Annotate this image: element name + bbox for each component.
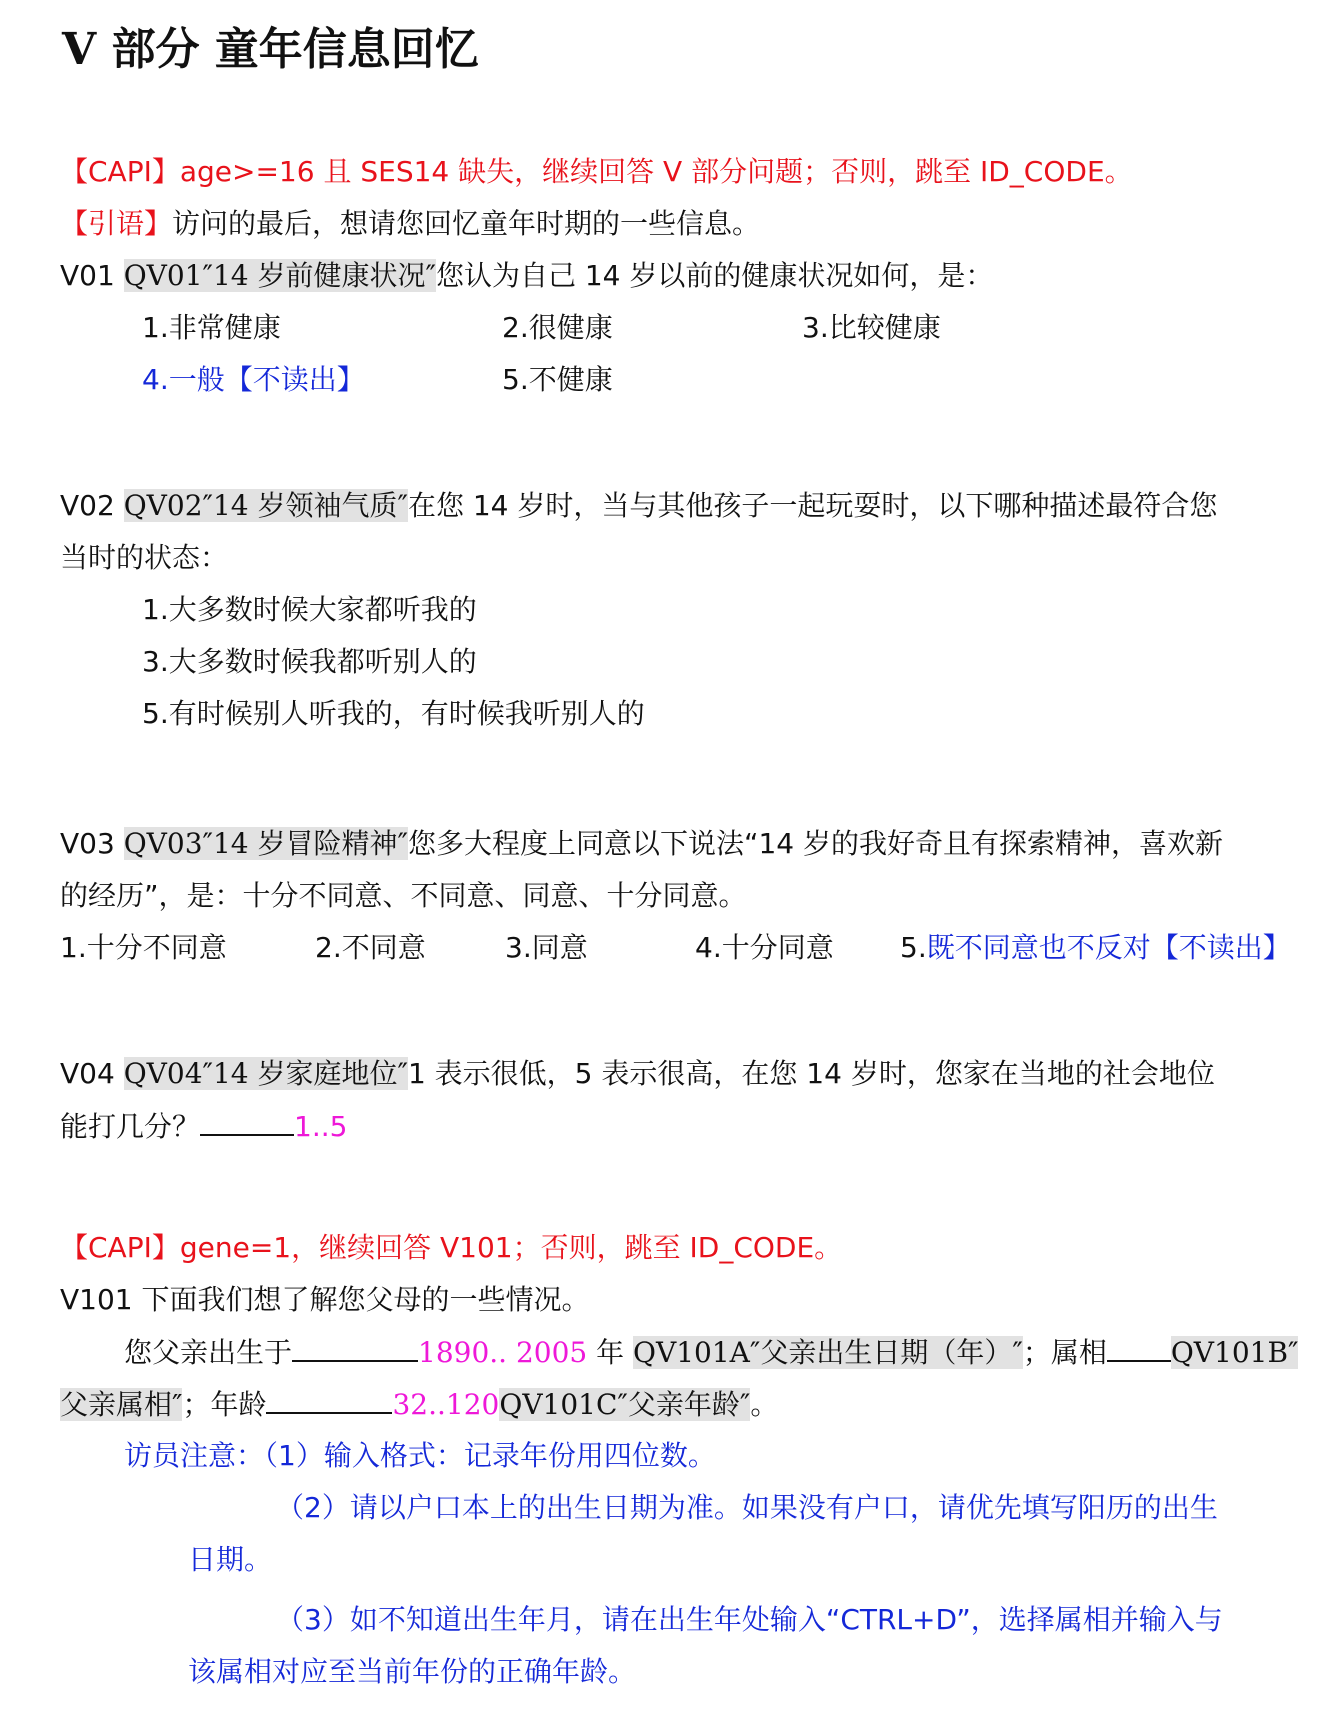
v03-question-cont: 的经历”，是：十分不同意、不同意、同意、十分同意。 bbox=[60, 879, 747, 912]
page-title: V 部分 童年信息回忆 bbox=[62, 24, 479, 75]
v01-option-1: 1.非常健康 bbox=[142, 311, 281, 344]
v101-father-birth-range: 1890.. 2005 bbox=[418, 1336, 588, 1369]
v02-option-3: 3.大多数时候我都听别人的 bbox=[142, 645, 477, 678]
v04-range: 1..5 bbox=[294, 1110, 348, 1143]
v04-text: 1 表示很低，5 表示很高，在您 14 岁时，您家在当地的社会地位 bbox=[407, 1057, 1215, 1090]
v101-father-birth-blank[interactable] bbox=[292, 1332, 418, 1362]
v03-option-4: 4.十分同意 bbox=[695, 931, 834, 964]
intro-tag: 【引语】 bbox=[60, 207, 173, 240]
v101-code-c: QV101C″父亲年龄″ bbox=[499, 1388, 751, 1421]
v03-option-5-text: 既不同意也不反对【不读出】 bbox=[926, 931, 1291, 964]
capi-instruction-1: 【CAPI】age>=16 且 SES14 缺失，继续回答 V 部分问题；否则，跳至 ID_CODE。 bbox=[60, 155, 1133, 188]
v02-id: V02 bbox=[60, 489, 115, 522]
v03-code: QV03″14 岁冒险精神″ bbox=[123, 827, 408, 860]
v01-option-3: 3.比较健康 bbox=[802, 311, 941, 344]
v03-id: V03 bbox=[60, 827, 115, 860]
v01-option-2: 2.很健康 bbox=[502, 311, 613, 344]
v101-age-blank[interactable] bbox=[266, 1384, 392, 1414]
v02-option-5: 5.有时候别人听我的，有时候我听别人的 bbox=[142, 697, 645, 730]
v02-text: 在您 14 岁时，当与其他孩子一起玩耍时，以下哪种描述最符合您 bbox=[407, 489, 1218, 522]
v01-code: QV01″14 岁前健康状况″ bbox=[123, 259, 436, 292]
v02-question-cont: 当时的状态： bbox=[60, 541, 229, 574]
interviewer-note-3: （3）如不知道出生年月，请在出生年处输入“CTRL+D”，选择属相并输入与 bbox=[276, 1603, 1223, 1636]
v101-year-label: 年 bbox=[587, 1336, 634, 1369]
v01-text: 您认为自己 14 岁以前的健康状况如何，是： bbox=[435, 259, 994, 292]
capi-instruction-2: 【CAPI】gene=1，继续回答 V101；否则，跳至 ID_CODE。 bbox=[60, 1231, 843, 1264]
v101-code-b: QV101B″ bbox=[1170, 1336, 1299, 1369]
v101-zodiac-label: ；属相 bbox=[1022, 1336, 1107, 1369]
v03-option-2: 2.不同意 bbox=[315, 931, 426, 964]
v101-code-a: QV101A″父亲出生日期（年）″ bbox=[633, 1336, 1023, 1369]
v01-option-4: 4.一般【不读出】 bbox=[142, 363, 365, 396]
v101-father-birth-line bbox=[124, 1332, 1298, 1373]
v03-option-3: 3.同意 bbox=[505, 931, 588, 964]
v101-intro: V101 下面我们想了解您父母的一些情况。 bbox=[60, 1283, 590, 1316]
intro-text: 访问的最后，想请您回忆童年时期的一些信息。 bbox=[172, 207, 761, 240]
v04-text-2: 能打几分？ bbox=[60, 1110, 201, 1143]
interviewer-note-1: 访员注意：（1）输入格式：记录年份用四位数。 bbox=[124, 1439, 716, 1472]
v04-answer-blank[interactable] bbox=[200, 1106, 294, 1136]
v101-age-label: ；年龄 bbox=[182, 1388, 267, 1421]
v01-option-5: 5.不健康 bbox=[502, 363, 613, 396]
v01-id: V01 bbox=[60, 259, 115, 292]
interviewer-note-3-cont: 该属相对应至当前年份的正确年龄。 bbox=[188, 1655, 637, 1688]
v03-option-1: 1.十分不同意 bbox=[60, 931, 227, 964]
interviewer-note-2-cont: 日期。 bbox=[188, 1543, 273, 1576]
v03-question bbox=[60, 824, 1223, 864]
v101-father-birth-label: 您父亲出生于 bbox=[124, 1336, 293, 1369]
v01-question bbox=[60, 256, 993, 296]
v02-code: QV02″14 岁领袖气质″ bbox=[123, 489, 408, 522]
v04-id: V04 bbox=[60, 1057, 115, 1090]
v03-option-5-num: 5. bbox=[900, 931, 927, 964]
interviewer-note-2: （2）请以户口本上的出生日期为准。如果没有户口，请优先填写阳历的出生 bbox=[276, 1491, 1218, 1524]
v04-question-cont bbox=[60, 1106, 347, 1147]
v04-code: QV04″14 岁家庭地位″ bbox=[123, 1057, 408, 1090]
v101-period: 。 bbox=[750, 1388, 779, 1421]
v101-zodiac-blank[interactable] bbox=[1107, 1332, 1171, 1362]
v04-question bbox=[60, 1054, 1215, 1094]
v02-option-1: 1.大多数时候大家都听我的 bbox=[142, 593, 477, 626]
v02-question bbox=[60, 486, 1217, 526]
v101-age-range: 32..120 bbox=[392, 1388, 500, 1421]
v03-option-5 bbox=[900, 928, 1291, 968]
v101-father-age-line bbox=[60, 1384, 778, 1425]
v101-code-b-cont: 父亲属相″ bbox=[60, 1388, 183, 1421]
v03-text: 您多大程度上同意以下说法“14 岁的我好奇且有探索精神，喜欢新 bbox=[407, 827, 1224, 860]
intro-line bbox=[60, 204, 760, 244]
